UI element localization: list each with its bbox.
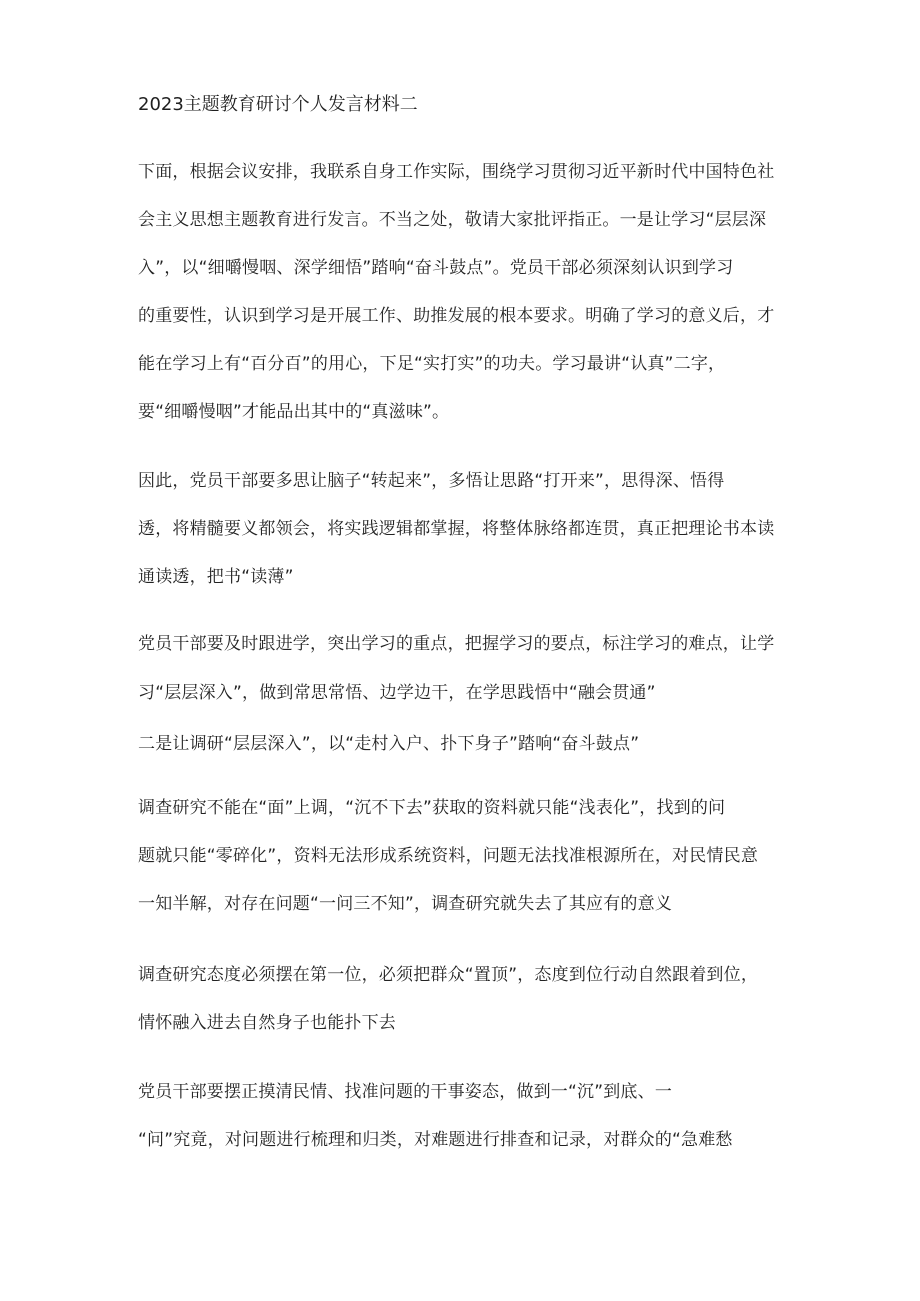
- text-line: 通读透，把书“读薄”: [138, 567, 294, 587]
- text-line: 一知半解，对存在问题“一问三不知”，调查研究就失去了其应有的意义: [138, 894, 673, 914]
- text-line: 要“细嚼慢咽”才能品出其中的“真滋味”。: [138, 402, 450, 422]
- text-line: 透，将精髓要义都领会，将实践逻辑都掌握，将整体脉络都连贯，真正把理论书本读: [138, 519, 775, 539]
- text-line: 党员干部要及时跟进学，突出学习的重点，把握学习的要点，标注学习的难点，让学: [138, 634, 775, 654]
- text-line: 情怀融入进去自然身子也能扑下去: [138, 1013, 396, 1033]
- text-line: 党员干部要摆正摸清民情、找准问题的干事姿态，做到一“沉”到底、一: [138, 1082, 673, 1102]
- text-line: “问”究竟，对问题进行梳理和归类，对难题进行排查和记录，对群众的“急难愁: [138, 1130, 733, 1150]
- text-line: 的重要性，认识到学习是开展工作、助推发展的根本要求。明确了学习的意义后，才: [138, 306, 775, 326]
- text-line: 调查研究不能在“面”上调，“沉不下去”获取的资料就只能“浅表化”，找到的问: [138, 798, 726, 818]
- text-line: 二是让调研“层层深入”，以“走村入户、扑下身子”踏响“奋斗鼓点”: [138, 734, 640, 754]
- text-line: 会主义思想主题教育进行发言。不当之处，敬请大家批评指正。一是让学习“层层深: [138, 210, 767, 230]
- text-line: 因此，党员干部要多思让脑子“转起来”，多悟让思路“打开来”，思得深、悟得: [138, 471, 725, 491]
- text-line: 下面，根据会议安排，我联系自身工作实际，围绕学习贯彻习近平新时代中国特色社: [138, 162, 775, 182]
- text-line: 题就只能“零碎化”，资料无法形成系统资料，问题无法找准根源所在，对民情民意: [138, 846, 759, 866]
- text-line: 入”，以“细嚼慢咽、深学细悟”踏响“奋斗鼓点”。党员干部必须深刻认识到学习: [138, 258, 734, 278]
- text-line: 能在学习上有“百分百”的用心，下足“实打实”的功夫。学习最讲“认真”二字，: [138, 354, 726, 374]
- document-title: 2023主题教育研讨个人发言材料二: [138, 94, 418, 115]
- text-line: 习“层层深入”，做到常思常悟、边学边干，在学思践悟中“融会贯通”: [138, 683, 656, 703]
- text-line: 调查研究态度必须摆在第一位，必须把群众“置顶”，态度到位行动自然跟着到位，: [138, 965, 759, 985]
